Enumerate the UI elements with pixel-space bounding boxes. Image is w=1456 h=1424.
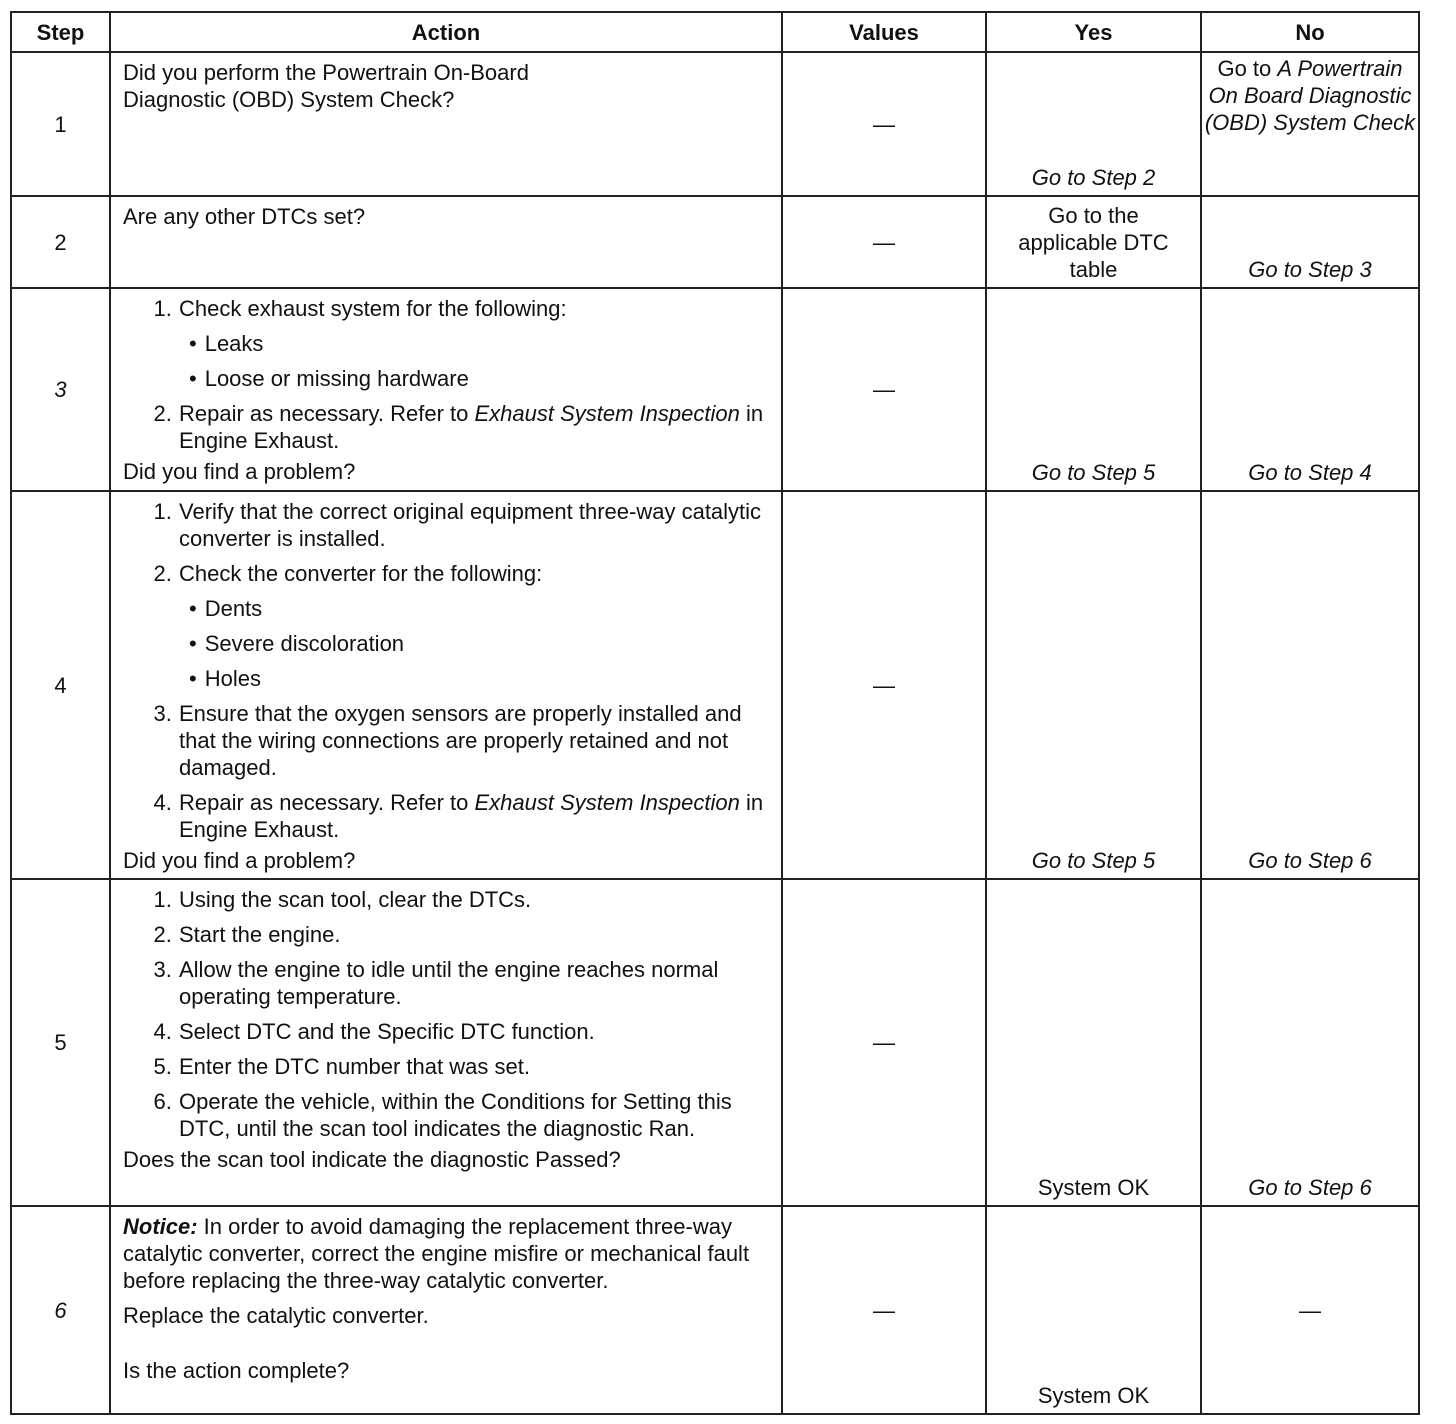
no-link[interactable]: Go to Step 6 [1248, 848, 1372, 873]
sub-item: • Severe discoloration [189, 630, 773, 657]
values-cell: — [782, 491, 986, 879]
action-steps [123, 295, 773, 454]
action-cell [110, 1206, 782, 1414]
action-step-item [178, 789, 773, 843]
no-cell [1201, 491, 1419, 879]
yes-cell [986, 491, 1201, 879]
question-text: Is the action complete? [123, 1358, 350, 1383]
action-step-text: Repair as necessary. Refer to [179, 401, 475, 426]
instruction-text: Replace the catalytic converter. [123, 1303, 429, 1328]
no-cell [1201, 52, 1419, 196]
action-step-text: Repair as necessary. Refer to [179, 790, 475, 815]
yes-cell [986, 196, 1201, 288]
action-step-item: 1. Using the scan tool, clear the DTCs. [178, 886, 773, 913]
values-cell: — [782, 52, 986, 196]
no-link[interactable]: Go to Step 6 [1248, 1175, 1372, 1200]
no-link[interactable]: Go to Step 4 [1248, 460, 1372, 485]
values-cell: — [782, 288, 986, 491]
yes-cell [986, 288, 1201, 491]
header-yes: Yes [986, 12, 1201, 52]
action-step-item: 3. Allow the engine to idle until the engine reaches normal operating temperature. [178, 956, 773, 1010]
yes-text[interactable]: System OK [1037, 1175, 1150, 1200]
header-row [11, 12, 1419, 52]
header-no: No [1201, 12, 1419, 52]
no-cell [1201, 196, 1419, 288]
action-step-item: 3. Ensure that the oxygen sensors are properly installed and that the wiring connections are properly retained and not damaged. [178, 700, 773, 781]
table-row [11, 1206, 1419, 1414]
action-step-item: 1. Verify that the correct original equipment three-way catalytic converter is installed. [178, 498, 773, 552]
yes-link[interactable]: Go to Step 5 [1031, 848, 1156, 873]
reference-link[interactable]: Exhaust System Inspection [474, 790, 740, 815]
step-number: 2 [11, 196, 110, 288]
action-step-item [178, 400, 773, 454]
values-cell: — [782, 196, 986, 288]
action-step-item: 5. Enter the DTC number that was set. [178, 1053, 773, 1080]
no-cell [1201, 288, 1419, 491]
yes-text[interactable]: System OK [1037, 1383, 1150, 1408]
yes-cell [986, 879, 1201, 1206]
action-cell [110, 196, 782, 288]
table-row [11, 879, 1419, 1206]
yes-link[interactable]: Go to Step 2 [1031, 165, 1156, 190]
action-text: Diagnostic (OBD) System Check? [123, 87, 455, 112]
step-number: 5 [11, 879, 110, 1206]
table-row [11, 52, 1419, 196]
step-number: 4 [11, 491, 110, 879]
action-steps [123, 498, 773, 843]
action-cell [110, 491, 782, 879]
no-cell [1201, 879, 1419, 1206]
action-step-text: in Engine Exhaust. [179, 401, 764, 453]
table-row [11, 491, 1419, 879]
yes-cell [986, 52, 1201, 196]
action-text: Did you perform the Powertrain On-Board [123, 60, 529, 85]
sub-item: • Loose or missing hardware [189, 365, 773, 392]
no-link[interactable]: Go to Step 3 [1248, 257, 1372, 282]
yes-link[interactable]: Go to Step 5 [1031, 460, 1156, 485]
no-prefix: Go to [1217, 56, 1278, 81]
action-step-text: Check exhaust system for the following: [179, 296, 567, 321]
action-step-text: Check the converter for the following: [179, 561, 543, 586]
action-steps [123, 886, 773, 1142]
sub-item: • Dents [189, 595, 773, 622]
question-text: Does the scan tool indicate the diagnostic Passed? [123, 1147, 621, 1172]
action-step-item [178, 295, 773, 392]
step-number: 1 [11, 52, 110, 196]
step-number: 6 [11, 1206, 110, 1414]
notice [123, 1213, 773, 1294]
reference-link[interactable]: Exhaust System Inspection [474, 401, 740, 426]
action-cell [110, 52, 782, 196]
sub-list [179, 330, 773, 392]
action-text: Are any other DTCs set? [123, 204, 366, 229]
notice-text: In order to avoid damaging the replacement three-way catalytic converter, correct the engine misfire or mechanical fault before replacing the three-way catalytic converter. [123, 1214, 750, 1293]
values-cell: — [782, 879, 986, 1206]
step-number: 3 [11, 288, 110, 491]
no-cell: — [1201, 1206, 1419, 1414]
table-row [11, 196, 1419, 288]
header-action: Action [110, 12, 782, 52]
sub-item: • Holes [189, 665, 773, 692]
sub-list [179, 595, 773, 692]
diagnostic-table [10, 11, 1420, 1415]
question-text: Did you find a problem? [123, 848, 356, 873]
action-step-item: 2. Start the engine. [178, 921, 773, 948]
action-step-item [178, 560, 773, 692]
header-values: Values [782, 12, 986, 52]
yes-text[interactable]: Go to the applicable DTC table [1018, 203, 1169, 282]
sub-item: • Leaks [189, 330, 773, 357]
action-step-item: 4. Select DTC and the Specific DTC function. [178, 1018, 773, 1045]
action-cell [110, 288, 782, 491]
question-text: Did you find a problem? [123, 459, 356, 484]
notice-label: Notice: [123, 1214, 198, 1239]
action-step-item: 6. Operate the vehicle, within the Conditions for Setting this DTC, until the scan tool indicates the diagnostic Ran. [178, 1088, 773, 1142]
values-cell: — [782, 1206, 986, 1414]
header-step: Step [11, 12, 110, 52]
yes-cell [986, 1206, 1201, 1414]
no-link[interactable]: A Powertrain On Board Diagnostic (OBD) System Check [1204, 56, 1416, 135]
action-step-text: in Engine Exhaust. [179, 790, 764, 842]
table-row [11, 288, 1419, 491]
action-cell [110, 879, 782, 1206]
